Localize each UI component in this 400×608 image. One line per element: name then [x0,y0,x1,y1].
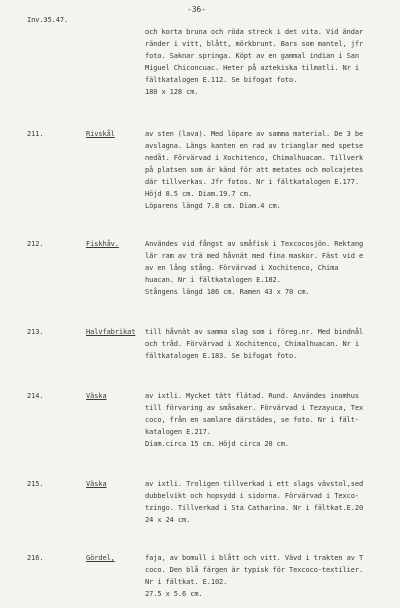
entry-line: till förvaring av småsaker. Förvärvad i Tezayuca, Tex [145,404,364,412]
entry-line: dubbelvikt och hopsydd i sidorna. Förvärvad i Texco- [145,492,359,500]
entry-name: Väska [86,480,107,488]
entry-line: coco, från en samlare därstädes, se foto. Nr i fält- [145,416,359,424]
entry-line: och tråd. Förvärvad i Xochitenco, Chimalhuacan. Nr i [145,340,359,348]
entry-line: coco. Den blå färgen är typisk för Texcoco-textilier. [145,566,364,574]
intro-line: fältkatalogen E.112. Se bifogat foto. [145,76,298,84]
entry-line: nedåt. Förvärvad i Xochitenco, Chimalhuacan. Tillverk [145,154,364,162]
entry-name: Fiskhåv. [86,240,119,248]
entry-number: 214. [27,392,44,400]
entry-name: Gördel, [86,554,115,562]
page-number: -36- [187,5,206,14]
entry-line: katalogen E.217. [145,428,211,436]
entry-line: Nr i fältkat. E.102. [145,578,228,586]
intro-line: Miguel Chiconcuac. Heter på aztekiska tilmatli. Nr i [145,64,359,72]
intro-line: ränder i vitt, blått, mörkbrunt. Bars som mantel, jfr [145,40,364,48]
entry-line: Stångens längd 186 cm. Ramen 43 x 70 cm. [145,288,310,296]
entry-line: tzingo. Tillverkad i Sta Catharina. Nr i fältkat.E.20 [145,504,364,512]
entry-line: avslagna. Längs kanten en rad av trianglar med spetse [145,142,364,150]
entry-number: 215. [27,480,44,488]
entry-name: Rivskål [86,130,115,138]
entry-number: 213. [27,328,44,336]
entry-line: på platsen som är känd för att metates och molcajetes [145,166,364,174]
entry-line: till håvnät av samma slag som i föreg.nr. Med bindnål [145,328,364,336]
entry-line: Användes vid fångst av småfisk i Texcocosjön. Rektang [145,240,364,248]
entry-line: Höjd 8.5 cm. Diam.19.7 cm. [145,190,252,198]
entry-line: faja, av bomull i blått och vitt. Vävd i trakten av T [145,554,364,562]
entry-number: 212. [27,240,44,248]
entry-number: 216. [27,554,44,562]
entry-line: där tillverkas. Jfr fotos. Nr i fältkatalogen E.177. [145,178,359,186]
entry-number: 211. [27,130,44,138]
intro-line: foto. Saknar springa. Köpt av en gammal indian i San [145,52,359,60]
entry-line: fältkatalogen E.183. Se bifogat foto. [145,352,298,360]
entry-line: av sten (lava). Med löpare av samma material. De 3 be [145,130,364,138]
entry-name: Halvfabrikat [86,328,136,336]
entry-name: Väska [86,392,107,400]
entry-line: av ixtli. Mycket tätt flätad. Rund. Användes inomhus [145,392,359,400]
intro-line: 180 x 128 cm. [145,88,199,96]
entry-line: huacan. Nr i fältkatalogen E.182. [145,276,281,284]
entry-line: Löparens längd 7.8 cm. Diam.4 cm. [145,202,281,210]
entry-line: Diam.circa 15 cm. Höjd circa 20 cm. [145,440,290,448]
intro-line: och korta bruna och röda streck i det vita. Vid ändar [145,28,364,36]
entry-line: lär ram av trä med håvnät med fina maskor. Fäst vid e [145,252,364,260]
entry-line: 24 x 24 cm. [145,516,191,524]
inventory-reference: Inv.35.47. [27,16,69,24]
entry-line: av ixtli. Troligen tillverkad i ett slags vävstol,sed [145,480,364,488]
entry-line: 27.5 x 5.6 cm. [145,590,203,598]
entry-line: av en lång stång. Förvärvad i Xochitenco, Chima [145,264,339,272]
